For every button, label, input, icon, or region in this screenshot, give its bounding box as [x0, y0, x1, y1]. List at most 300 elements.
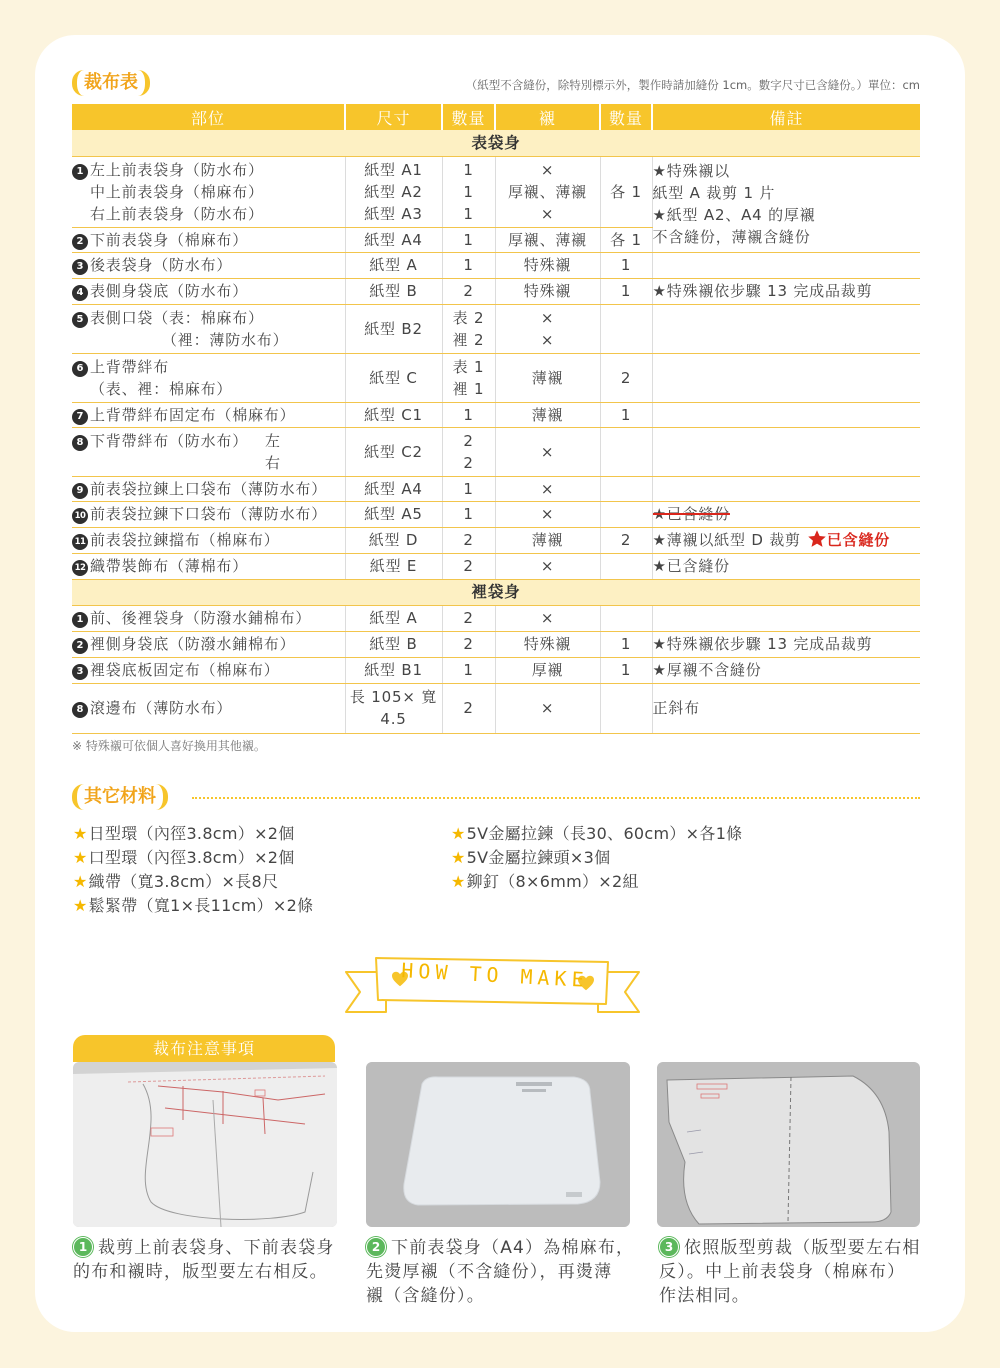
qty-value: 1 — [463, 505, 474, 523]
lining-qty-cell: 各 1 — [600, 227, 652, 252]
lining-qty-cell — [600, 501, 652, 527]
note-line: ★特殊襯依步驟 13 完成品裁剪 — [652, 635, 873, 653]
lining-cell — [495, 476, 600, 501]
lining-value: × — [540, 308, 555, 327]
note-line: ★厚襯不含縫份 — [652, 661, 762, 679]
qty-cell — [442, 252, 495, 278]
qty-value: 表 1 — [452, 357, 485, 376]
part-name: 上背帶絆布 — [90, 357, 170, 376]
lining-value: × — [540, 160, 555, 179]
cutting-table-body — [72, 130, 920, 733]
lining-value: × — [540, 330, 555, 349]
table-row — [72, 252, 920, 278]
qty-value: 2 — [463, 453, 474, 472]
material-text: 鬆緊帶（寬1×長11cm）×2條 — [88, 896, 314, 915]
qty-value: 2 — [463, 699, 474, 717]
size-cell — [345, 657, 442, 683]
qty-value: 1 — [463, 230, 474, 249]
item-number-badge: 10 — [72, 508, 88, 524]
qty-value: 裡 2 — [452, 330, 485, 349]
header-lining: 襯 — [495, 104, 600, 130]
qty-value: 1 — [463, 204, 474, 223]
note-cell — [652, 252, 920, 278]
caption-line: 裁剪上前表袋身、下前表袋身 — [98, 1238, 335, 1258]
item-number-badge: 8 — [72, 435, 88, 451]
qty-value: 1 — [463, 405, 474, 424]
part-name: 前表袋拉鍊下口袋布（薄防水布） — [90, 505, 328, 523]
table-row — [72, 304, 920, 353]
qty-cell — [442, 657, 495, 683]
qty-cell — [442, 427, 495, 476]
part-name: 裡袋底板固定布（棉麻布） — [90, 661, 280, 679]
note-cell — [652, 427, 920, 476]
part-name: 前表袋拉鍊擋布（棉麻布） — [90, 531, 280, 549]
table-row — [72, 278, 920, 304]
size-cell — [345, 605, 442, 631]
size-value: 紙型 A3 — [364, 204, 423, 223]
qty-value: 1 — [463, 661, 474, 679]
part-line — [72, 280, 345, 302]
lining-cell — [495, 605, 600, 631]
star-bullet-icon: ★ — [451, 824, 466, 843]
size-cell — [345, 252, 442, 278]
size-cell — [345, 476, 442, 501]
lining-qty-cell — [600, 427, 652, 476]
qty-value: 1 — [463, 256, 474, 274]
lining-qty-cell: 1 — [600, 252, 652, 278]
item-number-badge: 2 — [72, 234, 88, 250]
part-line — [72, 633, 345, 655]
note-cell — [652, 501, 920, 527]
size-cell — [345, 353, 442, 402]
star-bullet-icon: ★ — [73, 824, 88, 843]
part-line — [72, 659, 345, 681]
material-text: 日型環（內徑3.8cm）×2個 — [88, 824, 295, 843]
part-line — [72, 378, 345, 400]
caption-line: 依照版型剪裁（版型要左右相 — [684, 1238, 921, 1258]
lining-cell — [495, 657, 600, 683]
size-value: 紙型 B2 — [364, 319, 423, 338]
size-cell — [345, 553, 442, 579]
section-title: 表袋身 — [72, 130, 920, 156]
part-cell — [72, 476, 345, 501]
lining-value: 厚襯、薄襯 — [507, 182, 587, 201]
qty-value: 2 — [463, 282, 474, 300]
table-row — [72, 631, 920, 657]
lining-qty-cell: 1 — [600, 631, 652, 657]
seam-allowance-note: （紙型不含縫份，除特別標示外，製作時請加縫份 1cm。數字尺寸已含縫份。）單位：cm — [465, 78, 920, 92]
item-number-badge: 8 — [72, 702, 88, 718]
section-title: 裡袋身 — [72, 579, 920, 605]
cutting-notes-tab: 裁布注意事項 — [73, 1035, 335, 1062]
dotted-divider — [192, 797, 920, 799]
part-cell — [72, 553, 345, 579]
size-cell — [345, 402, 442, 427]
how-to-make-heading: HOW TO MAKE — [400, 958, 590, 992]
part-line — [72, 329, 345, 351]
item-number-badge: 9 — [72, 483, 88, 499]
part-name: 前、後裡袋身（防潑水鋪棉布） — [90, 609, 312, 627]
table-row — [72, 156, 920, 227]
step-3-caption — [659, 1236, 921, 1308]
item-number-badge: 2 — [72, 638, 88, 654]
removed-note: ★已含縫份 — [652, 505, 730, 523]
note-line — [653, 503, 921, 525]
item-number-badge: 1 — [72, 164, 88, 180]
qty-value: 裡 1 — [452, 379, 485, 398]
table-row — [72, 527, 920, 553]
note-cell — [652, 553, 920, 579]
qty-cell — [442, 278, 495, 304]
part-cell — [72, 631, 345, 657]
lining-value: 厚襯 — [531, 661, 564, 679]
step-1-caption — [73, 1236, 339, 1284]
note-cell — [652, 278, 920, 304]
material-item — [73, 870, 313, 894]
material-text: 5V金屬拉鍊頭×3個 — [466, 848, 611, 867]
part-cell — [72, 304, 345, 353]
material-text: 鉚釘（8×6mm）×2組 — [466, 872, 639, 891]
note-text: ★薄襯以紙型 D 裁剪 — [652, 531, 801, 549]
part-name: 滾邊布（薄防水布） — [90, 699, 233, 717]
qty-value: 2 — [463, 431, 474, 450]
part-name: 右上前表袋身（防水布） — [90, 204, 264, 223]
material-item — [73, 846, 313, 870]
table-row — [72, 353, 920, 402]
qty-value: 2 — [463, 557, 474, 575]
size-value: 紙型 B1 — [364, 661, 423, 679]
part-name: 表側身袋底（防水布） — [90, 282, 249, 300]
step-3-photo — [657, 1062, 920, 1227]
lining-value: × — [540, 699, 555, 717]
item-number-badge: 5 — [72, 312, 88, 328]
note-line: ★已含縫份 — [652, 557, 730, 575]
part-name: 下前表袋身（棉麻布） — [90, 230, 249, 249]
part-cell — [72, 683, 345, 733]
note-cell — [652, 527, 920, 553]
part-line — [72, 203, 345, 225]
material-item — [451, 846, 742, 870]
note-cell — [652, 353, 920, 402]
part-line — [72, 404, 345, 426]
material-text: 5V金屬拉鍊（長30、60cm）×各1條 — [466, 824, 743, 843]
lining-qty-cell — [600, 683, 652, 733]
cutting-table — [72, 104, 920, 734]
qty-cell — [442, 353, 495, 402]
lining-qty-cell: 1 — [600, 278, 652, 304]
materials-right-list — [451, 822, 742, 894]
item-number-badge: 3 — [72, 664, 88, 680]
note-line: 不含縫份，薄襯含縫份 — [652, 228, 811, 246]
part-line — [72, 555, 345, 577]
lining-qty-cell: 2 — [600, 353, 652, 402]
item-number-badge: 11 — [72, 534, 88, 550]
part-name: （裡：薄防水布） — [162, 330, 289, 349]
note-cell — [652, 156, 920, 252]
materials-left-list — [73, 822, 313, 918]
lining-cell — [495, 156, 600, 227]
size-value: 紙型 B — [369, 635, 418, 653]
header-qty: 數量 — [442, 104, 495, 130]
qty-cell — [442, 227, 495, 252]
part-cell — [72, 252, 345, 278]
qty-cell — [442, 631, 495, 657]
part-line — [72, 229, 345, 251]
material-text: 織帶（寬3.8cm）×長8尺 — [88, 872, 279, 891]
part-cell — [72, 278, 345, 304]
part-line — [72, 159, 345, 181]
item-number-badge: 1 — [72, 612, 88, 628]
size-value: 紙型 A2 — [364, 182, 423, 201]
material-item — [73, 894, 313, 918]
part-name: 中上前表袋身（棉麻布） — [90, 182, 264, 201]
size-value: 紙型 D — [368, 531, 419, 549]
qty-value: 2 — [463, 609, 474, 627]
header-part: 部位 — [72, 104, 345, 130]
part-name: 上背帶絆布固定布（棉麻布） — [90, 405, 296, 424]
lining-value: × — [540, 557, 555, 575]
caption-line: 下前表袋身（A4）為棉麻布， — [391, 1238, 635, 1258]
part-name: 織帶裝飾布（薄棉布） — [90, 557, 249, 575]
size-value: 紙型 C — [369, 368, 418, 387]
lining-qty-cell — [600, 605, 652, 631]
size-cell — [345, 683, 442, 733]
qty-value: 1 — [463, 160, 474, 179]
part-name: 前表袋拉鍊上口袋布（薄防水布） — [90, 479, 328, 498]
size-cell — [345, 501, 442, 527]
item-number-badge: 4 — [72, 285, 88, 301]
note-line: 正斜布 — [652, 699, 700, 717]
note-cell — [652, 304, 920, 353]
size-cell — [345, 527, 442, 553]
part-cell — [72, 402, 345, 427]
note-cell — [652, 476, 920, 501]
materials-title — [72, 784, 168, 810]
part-name: （表、裡：棉麻布） — [90, 379, 233, 398]
lining-cell — [495, 683, 600, 733]
side-label: 左 — [265, 431, 281, 450]
table-row — [72, 427, 920, 476]
qty-value: 表 2 — [452, 308, 485, 327]
note-cell — [652, 683, 920, 733]
lining-cell — [495, 501, 600, 527]
lining-cell — [495, 427, 600, 476]
part-cell — [72, 227, 345, 252]
size-value: 紙型 C2 — [364, 442, 423, 461]
note-line: ★紙型 A2、A4 的厚襯 — [652, 206, 816, 224]
lining-cell — [495, 252, 600, 278]
part-name: 下背帶絆布（防水布） — [90, 431, 249, 450]
table-row — [72, 605, 920, 631]
lining-cell — [495, 527, 600, 553]
part-cell — [72, 657, 345, 683]
size-cell — [345, 304, 442, 353]
table-row — [72, 553, 920, 579]
part-name: 後表袋身（防水布） — [90, 256, 233, 274]
cutting-table-title — [72, 70, 150, 96]
table-row — [72, 501, 920, 527]
size-value: 紙型 E — [369, 557, 418, 575]
part-line — [72, 452, 345, 474]
lining-cell — [495, 353, 600, 402]
lining-value: × — [540, 505, 555, 523]
part-cell — [72, 427, 345, 476]
star-bullet-icon: ★ — [451, 872, 466, 891]
qty-cell — [442, 402, 495, 427]
table-header-row — [72, 104, 920, 130]
qty-value: 1 — [463, 182, 474, 201]
part-cell — [72, 527, 345, 553]
cutting-table-title-label: 裁布表 — [72, 70, 150, 96]
lining-qty-cell — [600, 476, 652, 501]
part-name: 裡側身袋底（防潑水鋪棉布） — [90, 635, 296, 653]
lining-value: × — [540, 609, 555, 627]
note-cell — [652, 402, 920, 427]
size-value: 紙型 A4 — [364, 230, 423, 249]
part-name: 左上前表袋身（防水布） — [90, 160, 264, 179]
material-text: 口型環（內徑3.8cm）×2個 — [88, 848, 295, 867]
qty-cell — [442, 304, 495, 353]
step-1-photo — [73, 1062, 337, 1227]
part-line — [72, 478, 345, 500]
table-row — [72, 683, 920, 733]
part-cell — [72, 353, 345, 402]
part-line — [72, 697, 345, 719]
star-bullet-icon: ★ — [451, 848, 466, 867]
part-cell — [72, 156, 345, 227]
lining-qty-cell: 1 — [600, 657, 652, 683]
part-line — [72, 307, 345, 329]
item-number-badge: 3 — [72, 259, 88, 275]
step-2-photo — [366, 1062, 630, 1227]
note-line: 紙型 A 裁剪 1 片 — [652, 184, 776, 202]
qty-cell — [442, 501, 495, 527]
lining-qty-cell: 1 — [600, 402, 652, 427]
step-number-badge: 2 — [366, 1237, 386, 1257]
section-row — [72, 579, 920, 605]
footnote: ※ 特殊襯可依個人喜好換用其他襯。 — [72, 739, 266, 753]
caption-line: 反）。中上前表袋身（棉麻布） — [659, 1262, 906, 1282]
part-line — [72, 356, 345, 378]
header-lining-qty: 數量 — [600, 104, 652, 130]
lining-qty-cell — [600, 553, 652, 579]
note-cell — [652, 657, 920, 683]
material-item — [73, 822, 313, 846]
added-note: 已含縫份 — [826, 531, 891, 549]
material-item — [451, 822, 742, 846]
section-row — [72, 130, 920, 156]
step-2-caption — [366, 1236, 635, 1308]
lining-value: × — [540, 442, 555, 461]
note-line: ★特殊襯以 — [652, 162, 730, 180]
lining-qty-cell — [600, 304, 652, 353]
lining-value: 厚襯、薄襯 — [507, 230, 587, 249]
materials-title-label: 其它材料 — [72, 784, 168, 810]
step-number-badge: 1 — [73, 1237, 93, 1257]
size-cell — [345, 427, 442, 476]
lining-qty-cell: 各 1 — [600, 156, 652, 227]
qty-cell — [442, 527, 495, 553]
note-cell — [652, 631, 920, 657]
size-value: 紙型 A4 — [364, 479, 423, 498]
lining-cell — [495, 278, 600, 304]
lining-qty-cell: 2 — [600, 527, 652, 553]
side-label: 右 — [265, 453, 281, 472]
lining-value: × — [540, 479, 555, 498]
size-cell — [345, 278, 442, 304]
caption-line: 的布和襯時，版型要左右相反。 — [73, 1262, 328, 1282]
part-cell — [72, 501, 345, 527]
size-value: 紙型 A5 — [364, 505, 423, 523]
star-bullet-icon: ★ — [73, 896, 88, 915]
qty-cell — [442, 553, 495, 579]
part-line — [72, 529, 345, 551]
qty-value: 1 — [463, 479, 474, 498]
lining-cell — [495, 553, 600, 579]
red-star-icon — [807, 529, 827, 549]
part-cell — [72, 605, 345, 631]
size-value: 紙型 C1 — [364, 405, 423, 424]
material-item — [451, 870, 742, 894]
table-row — [72, 657, 920, 683]
star-bullet-icon: ★ — [73, 872, 88, 891]
note-cell — [652, 605, 920, 631]
lining-cell — [495, 631, 600, 657]
caption-line: 先燙厚襯（不含縫份），再燙薄 — [366, 1262, 613, 1282]
table-row — [72, 402, 920, 427]
lining-value: 薄襯 — [531, 531, 564, 549]
part-line — [72, 254, 345, 276]
lining-value: 特殊襯 — [523, 256, 572, 274]
note-line: ★特殊襯依步驟 13 完成品裁剪 — [652, 282, 873, 300]
table-row — [72, 476, 920, 501]
lining-value: 特殊襯 — [523, 282, 572, 300]
size-value: 4.5 — [380, 710, 407, 728]
header-size: 尺寸 — [345, 104, 442, 130]
size-cell — [345, 631, 442, 657]
qty-value: 2 — [463, 635, 474, 653]
qty-cell — [442, 683, 495, 733]
lining-cell — [495, 227, 600, 252]
caption-line: 作法相同。 — [659, 1286, 750, 1306]
size-value: 紙型 A — [369, 256, 418, 274]
qty-value: 2 — [463, 531, 474, 549]
item-number-badge: 6 — [72, 361, 88, 377]
lining-cell — [495, 402, 600, 427]
item-number-badge: 7 — [72, 409, 88, 425]
size-cell — [345, 156, 442, 227]
step-number-badge: 3 — [659, 1237, 679, 1257]
star-bullet-icon: ★ — [73, 848, 88, 867]
caption-line: 襯（含縫份）。 — [366, 1286, 485, 1306]
lining-value: 薄襯 — [531, 405, 564, 424]
qty-cell — [442, 476, 495, 501]
lining-value: × — [540, 204, 555, 223]
size-value: 紙型 B — [369, 282, 418, 300]
lining-value: 特殊襯 — [523, 635, 572, 653]
size-value: 長 105× 寬 — [349, 688, 438, 706]
part-name: 表側口袋（表：棉麻布） — [90, 308, 264, 327]
part-line — [72, 430, 345, 452]
part-line — [72, 181, 345, 203]
note-line — [653, 529, 921, 551]
item-number-badge: 12 — [72, 560, 88, 576]
size-value: 紙型 A1 — [364, 160, 423, 179]
qty-cell — [442, 605, 495, 631]
part-line — [72, 503, 345, 525]
lining-cell — [495, 304, 600, 353]
header-note: 備註 — [652, 104, 920, 130]
